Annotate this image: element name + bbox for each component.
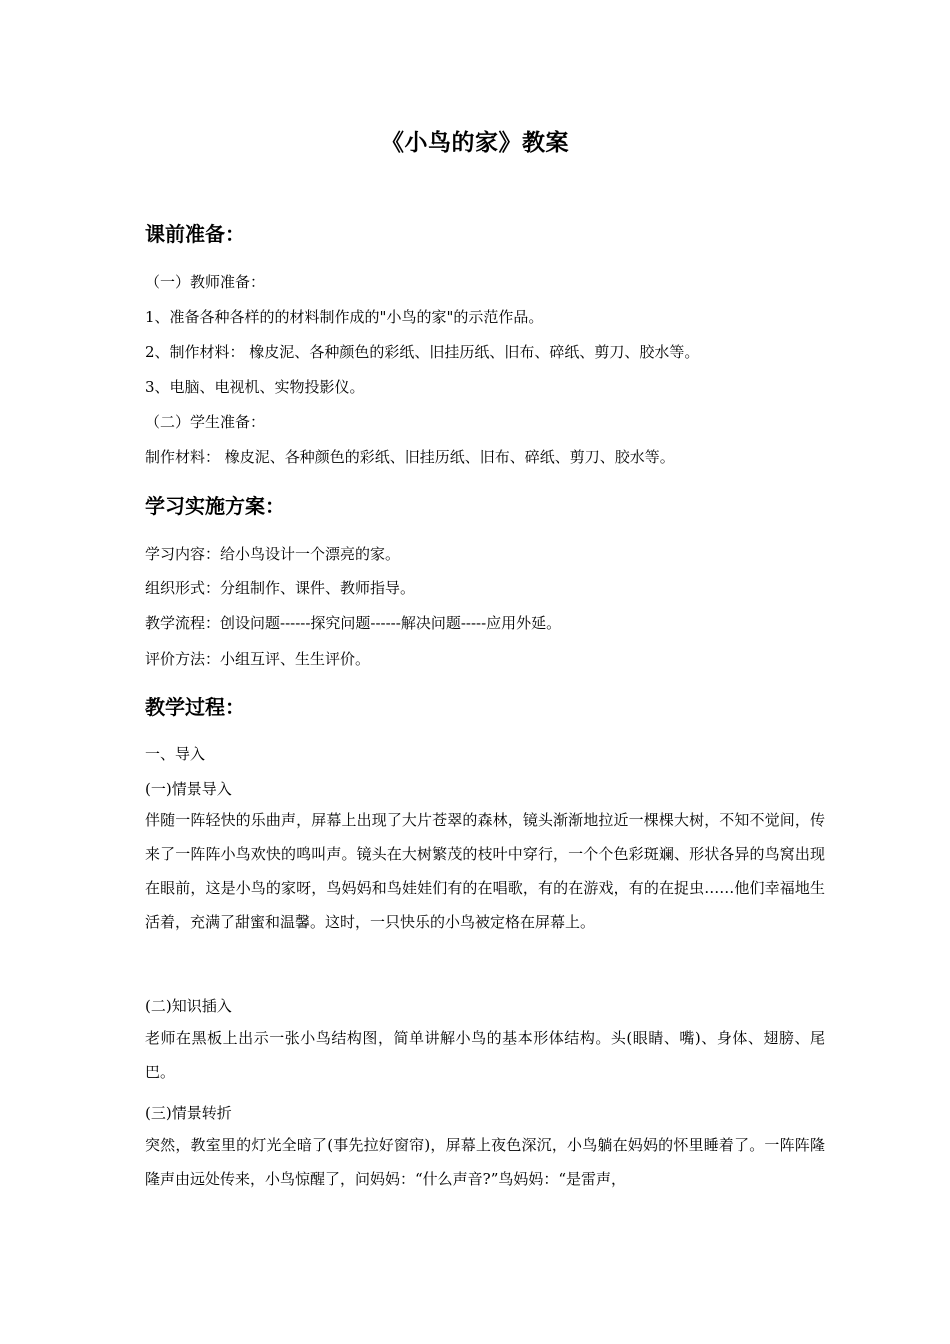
page-title: 《小鸟的家》教案 bbox=[381, 130, 569, 156]
text-line: 制作材料： 橡皮泥、各种颜色的彩纸、旧挂历纸、旧布、碎纸、剪刀、胶水等。 bbox=[145, 448, 675, 466]
paragraph-scene-intro: 伴随一阵轻快的乐曲声，屏幕上出现了大片苍翠的森林，镜头渐渐地拉近一棵棵大树，不知不觉间，传来了一阵阵小鸟欢快的鸣叫声。镜头在大树繁茂的枝叶中穿行，一个个色彩斑斓、形状各异的鸟窝出现在眼前，这是小鸟的家呀，鸟妈妈和鸟娃娃们有的在唱歌，有的在游戏，有的在捉虫……他们幸福地生活着，充满了甜蜜和温馨。这时，一只快乐的小鸟被定格在屏幕上。 bbox=[145, 811, 825, 931]
subheading-intro: 一、导入 bbox=[145, 745, 206, 763]
subheading-scene-intro: (一)情景导入 bbox=[145, 780, 232, 798]
text-line: 评价方法：小组互评、生生评价。 bbox=[145, 650, 371, 668]
text-line: 组织形式：分组制作、课件、教师指导。 bbox=[145, 579, 416, 597]
subheading-scene-turn: (三)情景转折 bbox=[145, 1104, 232, 1122]
subheading-knowledge: (二)知识插入 bbox=[145, 997, 232, 1015]
text-line: 教学流程：创设问题------探究问题------解决问题-----应用外延。 bbox=[145, 614, 562, 632]
text-line: （二）学生准备： bbox=[145, 413, 266, 431]
text-line: 1、准备各种各样的的材料制作成的"小鸟的家"的示范作品。 bbox=[145, 308, 544, 326]
text-line: 3、电脑、电视机、实物投影仪。 bbox=[145, 378, 365, 396]
paragraph-scene-turn: 突然，教室里的灯光全暗了(事先拉好窗帘)，屏幕上夜色深沉，小鸟躺在妈妈的怀里睡着了。一阵阵隆隆声由远处传来，小鸟惊醒了，问妈妈：“什么声音?”鸟妈妈：“是雷声， bbox=[145, 1136, 825, 1188]
section-heading-teaching-process: 教学过程： bbox=[145, 695, 245, 719]
text-line: （一）教师准备： bbox=[145, 273, 266, 291]
text-line: 学习内容：给小鸟设计一个漂亮的家。 bbox=[145, 545, 401, 563]
paragraph-knowledge: 老师在黑板上出示一张小鸟结构图，简单讲解小鸟的基本形体结构。头(眼睛、嘴)、身体、翅膀、尾巴。 bbox=[145, 1029, 825, 1081]
section-heading-preparation: 课前准备： bbox=[145, 222, 245, 246]
text-line: 2、制作材料： 橡皮泥、各种颜色的彩纸、旧挂历纸、旧布、碎纸、剪刀、胶水等。 bbox=[145, 343, 700, 361]
section-heading-implementation: 学习实施方案： bbox=[145, 494, 285, 518]
